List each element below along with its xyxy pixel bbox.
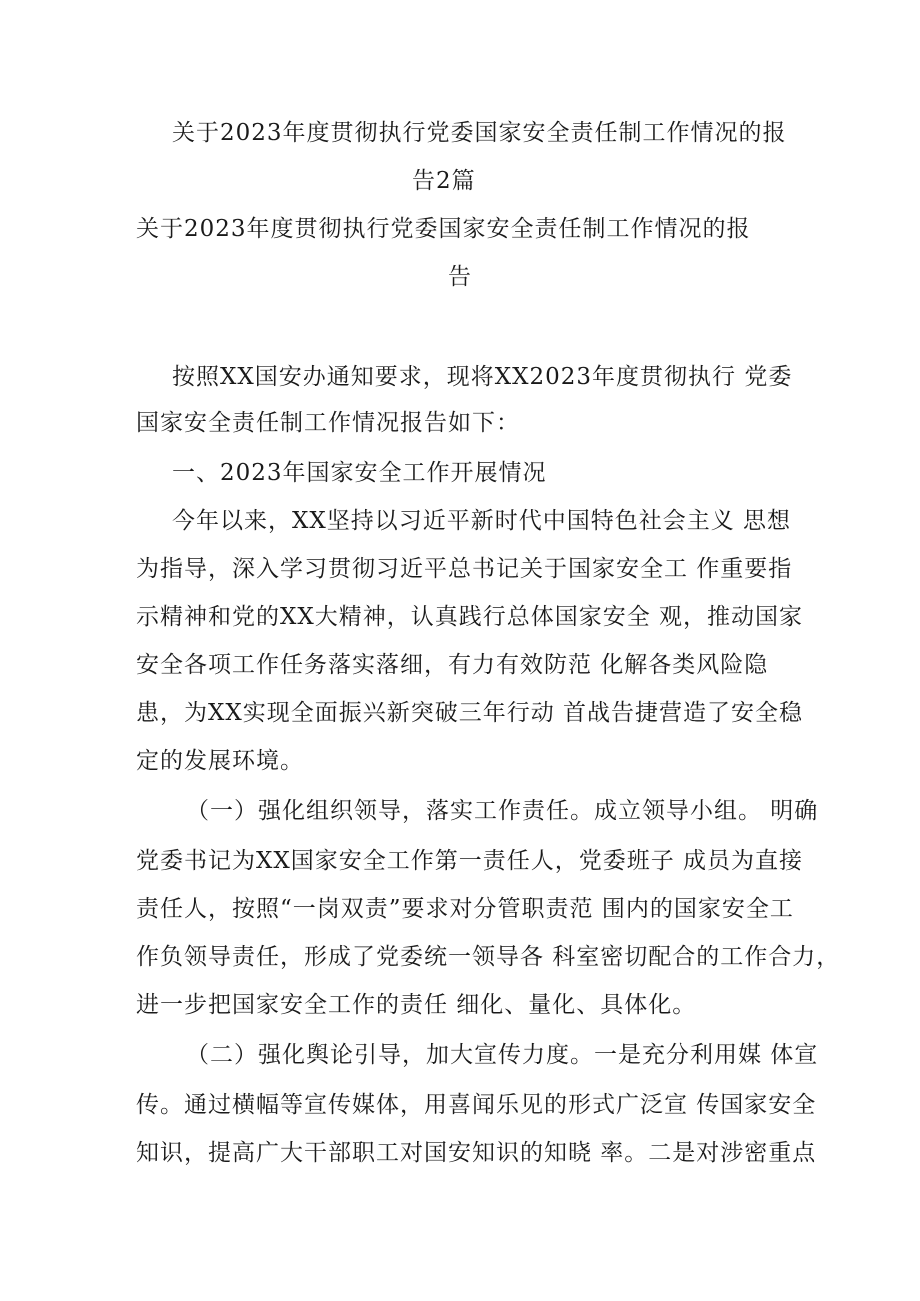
body-paragraph-line: 安全各项工作任务落实落细，有力有效防范 化解各类风险隐 <box>136 652 769 678</box>
body-paragraph-line: 患，为XX实现全面振兴新突破三年行动 首战告捷营造了安全稳 <box>136 700 804 726</box>
body-paragraph-line: 按照XX国安办通知要求，现将XX2023年度贯彻执行 党委 <box>172 364 793 390</box>
body-paragraph-line: 国家安全责任制工作情况报告如下： <box>136 410 520 436</box>
body-paragraph-line: 进一步把国家安全工作的责任 细化、量化、具体化。 <box>136 992 697 1018</box>
sub-title-line-1: 关于2023年度贯彻执行党委国家安全责任制工作情况的报 <box>136 216 751 242</box>
body-paragraph-line: 为指导，深入学习贯彻习近平总书记关于国家安全工 作重要指 <box>136 556 793 582</box>
body-paragraph-line: 责任人，按照“一岗双责”要求对分管职责范 围内的国家安全工 <box>136 896 794 922</box>
body-paragraph-line: 党委书记为XX国家安全工作第一责任人，党委班子 成员为直接 <box>136 848 804 874</box>
body-paragraph-line: 传。通过横幅等宣传媒体，用喜闻乐见的形式广泛宣 传国家安全 <box>136 1092 817 1118</box>
subsection-paragraph-line: （二）强化舆论引导，加大宣传力度。一是充分利用媒 体宣 <box>186 1042 819 1068</box>
main-title-line-1: 关于2023年度贯彻执行党委国家安全责任制工作情况的报 <box>172 120 787 146</box>
subsection-paragraph-line: （一）强化组织领导，落实工作责任。成立领导小组。 明确 <box>186 798 819 824</box>
body-paragraph-line: 示精神和党的XX大精神，认真践行总体国家安全 观，推动国家 <box>136 604 804 630</box>
section-heading: 一、2023年国家安全工作开展情况 <box>172 460 547 486</box>
body-paragraph-line: 作负领导责任，形成了党委统一领导各 科室密切配合的工作合力， <box>136 944 841 970</box>
body-paragraph-line: 定的发展环境。 <box>136 748 304 774</box>
sub-title-line-2: 告 <box>448 264 472 290</box>
main-title-line-2: 告2篇 <box>412 168 476 194</box>
body-paragraph-line: 知识，提高广大干部职工对国安知识的知晓 率。二是对涉密重点 <box>136 1140 817 1166</box>
body-paragraph-line: 今年以来，XX坚持以习近平新时代中国特色社会主义 思想 <box>172 508 792 534</box>
